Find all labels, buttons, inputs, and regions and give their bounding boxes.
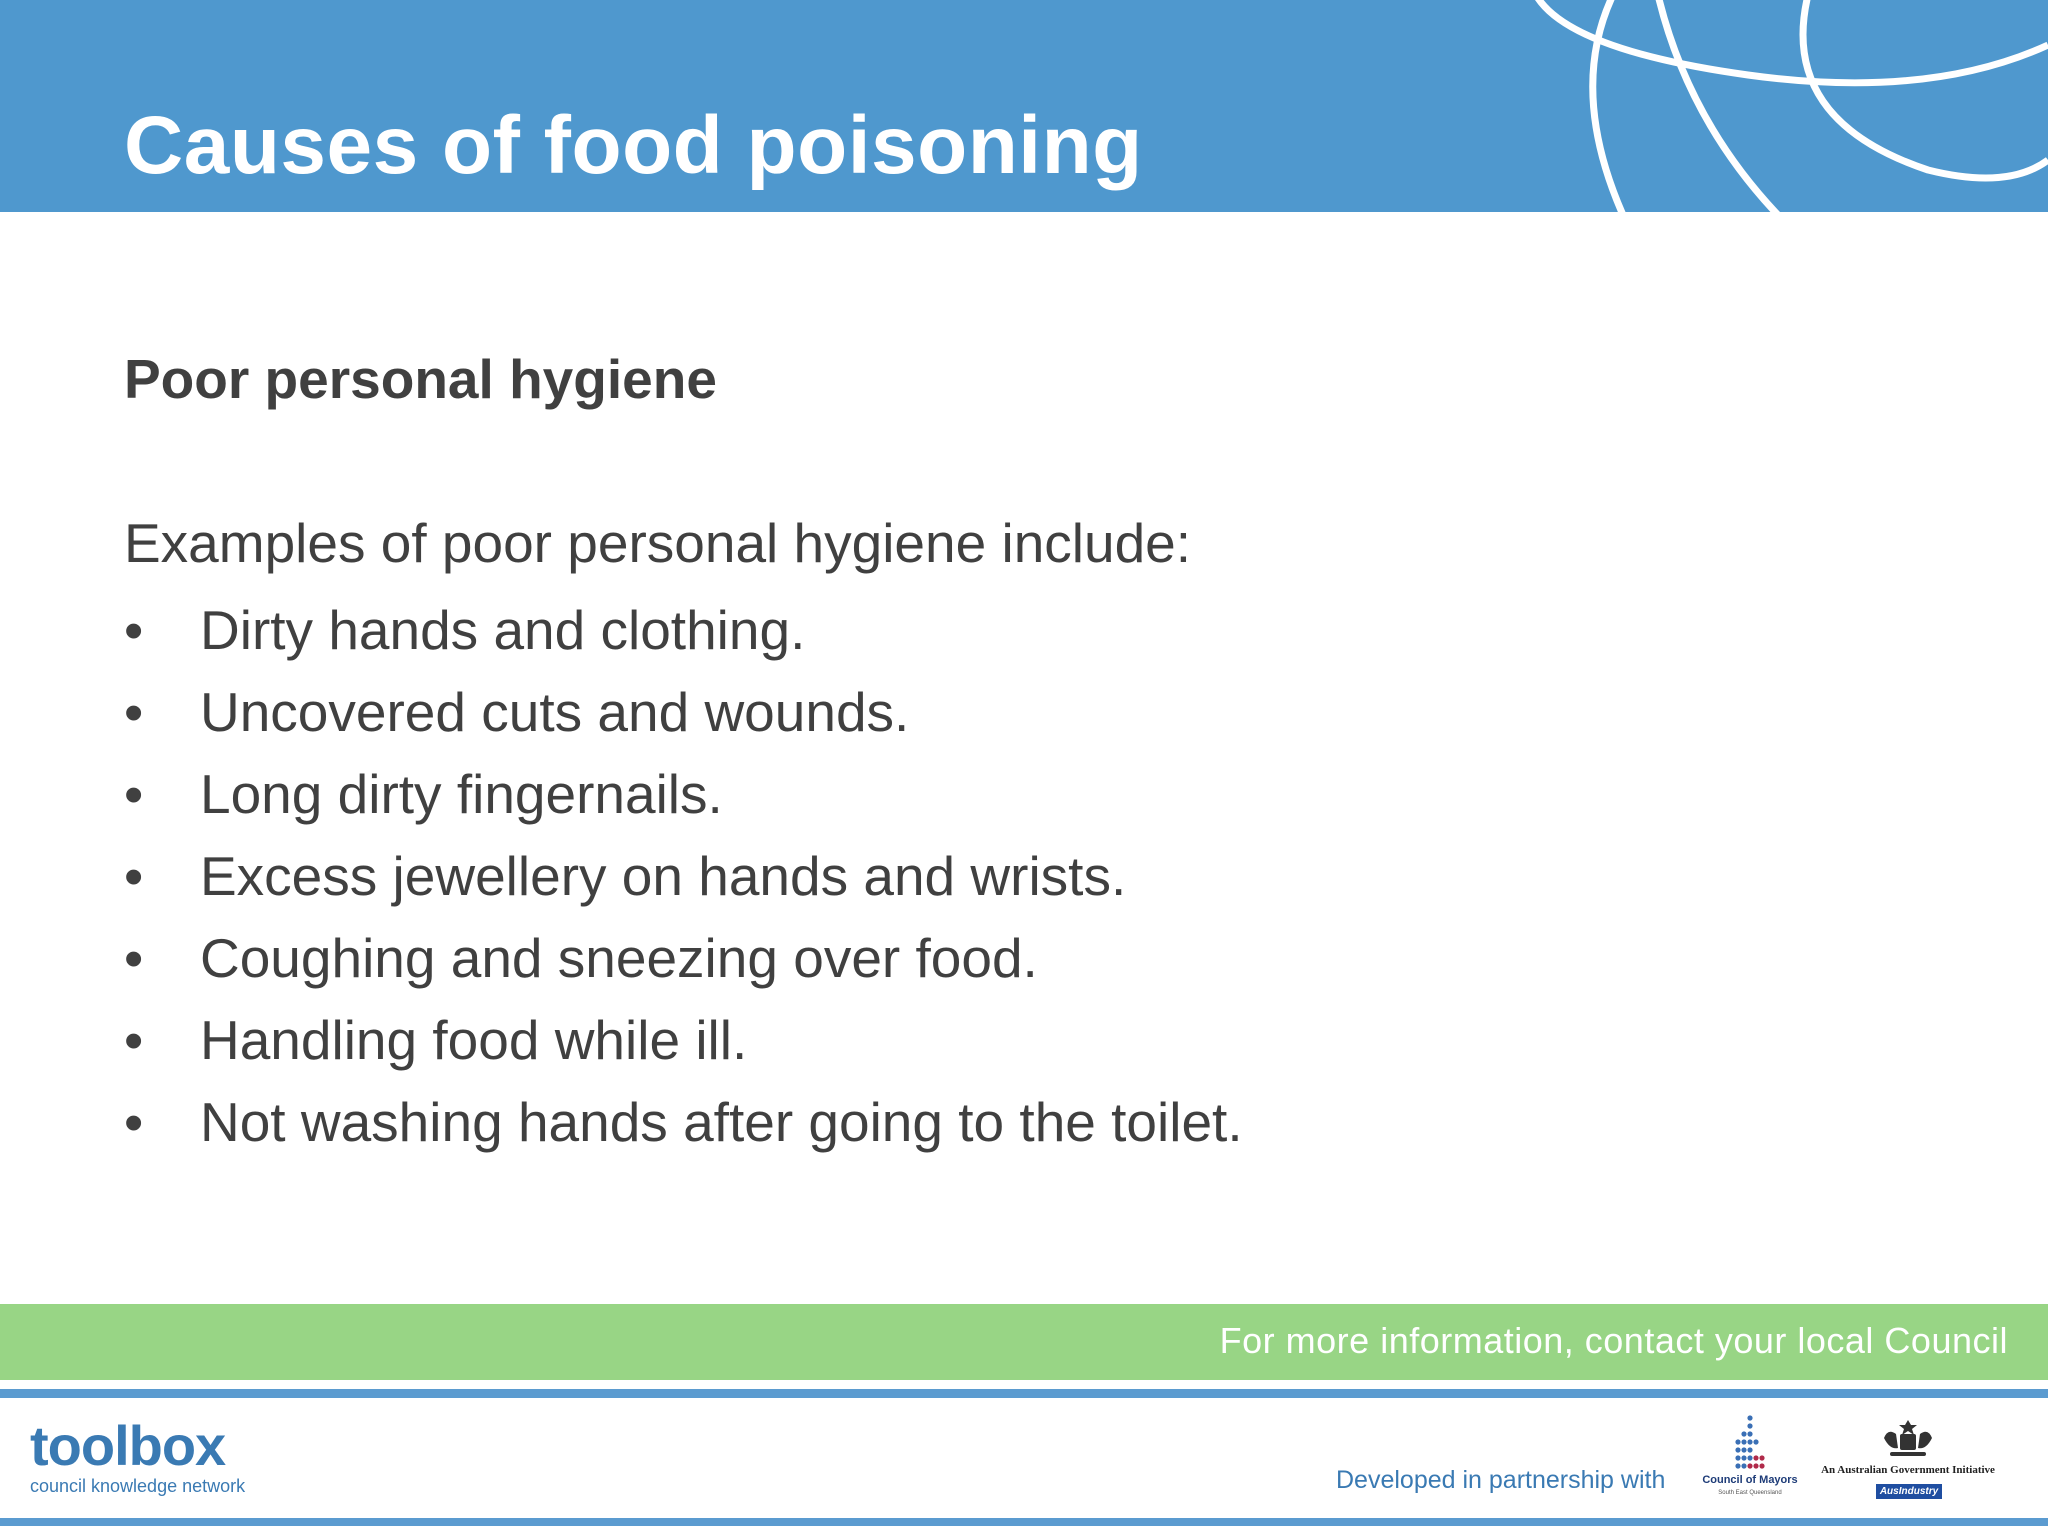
bullet-icon: • [124, 1091, 144, 1153]
bullet-icon: • [124, 927, 144, 989]
intro-text: Examples of poor personal hygiene include: [124, 512, 1192, 574]
decorative-arcs [1448, 0, 2048, 212]
partner-1-sublabel: South East Queensland [1718, 1490, 1782, 1496]
slide-title: Causes of food poisoning [124, 100, 1143, 191]
bullet-icon: • [124, 1009, 144, 1071]
toolbox-logo [30, 1414, 290, 1498]
coat-of-arms-icon [1876, 1416, 1940, 1462]
list-item-text: Uncovered cuts and wounds. [200, 681, 910, 743]
list-item-text: Dirty hands and clothing. [200, 599, 806, 661]
brand-tagline: council knowledge network [30, 1476, 246, 1496]
contact-info-text: For more information, contact your local Council [1219, 1320, 2008, 1361]
footer-divider-bottom [0, 1518, 2048, 1526]
bullet-icon: • [124, 681, 144, 743]
partner-text: Developed in partnership with [1336, 1466, 1666, 1494]
council-of-mayors-logo-icon [1700, 1412, 1800, 1502]
brand-name: toolbox [30, 1414, 226, 1477]
partner-2-label: An Australian Government Initiative [1821, 1464, 1995, 1476]
list-item-text: Handling food while ill. [200, 1009, 748, 1071]
list-item-text: Excess jewellery on hands and wrists. [200, 845, 1127, 907]
list-item-text: Coughing and sneezing over food. [200, 927, 1038, 989]
footer-divider-top [0, 1389, 2048, 1398]
title-bar [0, 0, 2048, 212]
info-banner [0, 1304, 2048, 1380]
ausindustry-badge: AusIndustry [1876, 1484, 1942, 1499]
list-item-text: Long dirty fingernails. [200, 763, 723, 825]
bullet-icon: • [124, 599, 144, 661]
bullet-icon: • [124, 845, 144, 907]
bullet-icon: • [124, 763, 144, 825]
section-subheading: Poor personal hygiene [124, 348, 717, 410]
partner-1-label: Council of Mayors [1702, 1474, 1798, 1486]
list-item-text: Not washing hands after going to the toilet. [200, 1091, 1243, 1153]
